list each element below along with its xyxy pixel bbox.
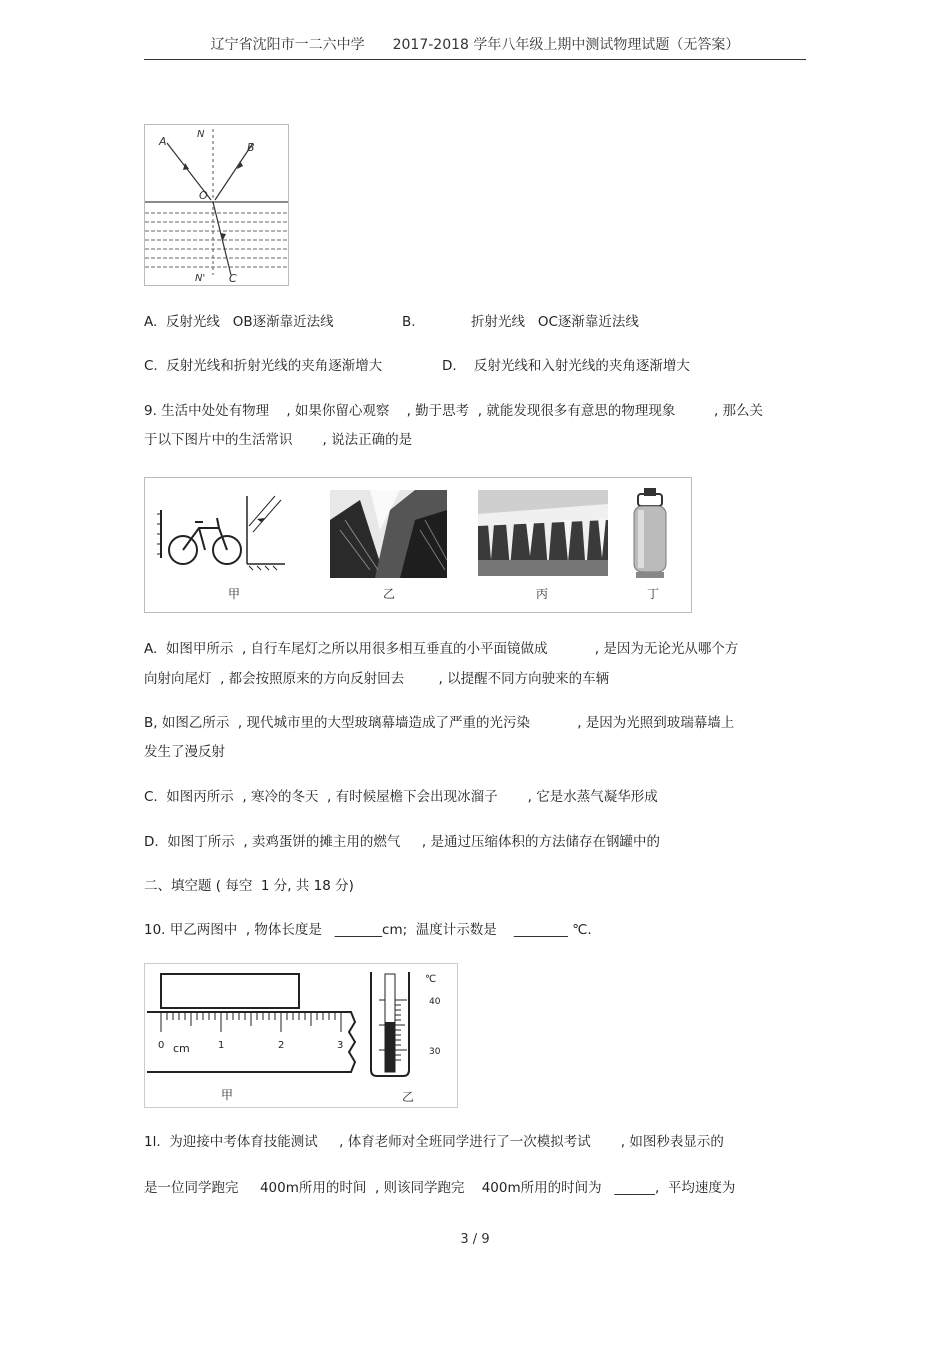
header-divider (144, 59, 806, 60)
caption-ding: 丁 (647, 587, 660, 601)
gas-cylinder-image (632, 488, 668, 578)
q8-option-b-text: 折射光线 OC逐渐靠近法线 (471, 314, 639, 330)
ruler-tick-2: 2 (278, 1040, 285, 1051)
q8-option-d: D. 反射光线和入射光线的夹角逐渐增大 (442, 358, 690, 374)
caption-bing: 丙 (536, 587, 549, 601)
icicles-image (478, 490, 608, 576)
q10-figure (144, 963, 458, 1108)
q11-line2: 是一位同学跑完 400m所用的时间 , 则该同学跑完 400m所用的时间为 ______, 平均速度为 (144, 1180, 736, 1196)
q8-option-a: A. 反射光线 OB逐渐靠近法线 (144, 314, 334, 330)
caption-yi: 乙 (383, 587, 396, 601)
ruler-tick-3: 3 (337, 1040, 344, 1051)
q9-option-a-line1: A. 如图甲所示 , 自行车尾灯之所以用很多相互垂直的小平面镜做成 , 是因为无论光从哪个方 (144, 641, 739, 657)
q9-figure (144, 477, 692, 613)
glass-building-image (330, 490, 447, 578)
q8-figure (144, 124, 289, 286)
q9-option-c: C. 如图丙所示 , 寒冷的冬天 , 有时候屋檐下会出现冰溜子 , 它是水蒸气凝华形成 (144, 789, 658, 805)
page-header: 辽宁省沈阳市一二六中学 2017-2018 学年八年级上期中测试物理试题（无答案） (210, 37, 740, 53)
label-a: A (159, 135, 167, 148)
q9-stem-line2: 于以下图片中的生活常识 , 说法正确的是 (144, 432, 413, 448)
caption-yi-q10: 乙 (402, 1090, 415, 1104)
label-o: O (199, 189, 208, 202)
q9-option-d: D. 如图丁所示 , 卖鸡蛋饼的摊主用的燃气 , 是通过压缩体积的方法储存在钢罐中的 (144, 834, 660, 850)
page-number: 3 / 9 (460, 1232, 490, 1247)
refraction-diagram (145, 125, 288, 285)
ruler (145, 972, 360, 1082)
q9-stem-line1: 9. 生活中处处有物理 , 如果你留心观察 , 勤于思考 , 就能发现很多有意思的物理现象 , 那么关 (144, 403, 764, 419)
q9-option-b-line1: B, 如图乙所示 , 现代城市里的大型玻璃幕墙造成了严重的光污染 , 是因为光照到玻瑞幕墙上 (144, 715, 735, 731)
thermo-tick-30: 30 (429, 1047, 441, 1057)
label-n: N (197, 129, 205, 140)
thermo-unit: ℃ (425, 974, 437, 985)
q8-option-b-letter: B. (402, 314, 416, 330)
caption-jia: 甲 (228, 587, 241, 601)
q10-stem: 10. 甲乙两图中 , 物体长度是 _______cm; 温度计示数是 ________ ℃. (144, 922, 592, 938)
q9-option-b-line2: 发生了漫反射 (144, 744, 225, 760)
ruler-tick-0: 0 (158, 1040, 165, 1051)
label-c: C (229, 272, 237, 285)
label-n-prime: N' (195, 273, 206, 284)
bicycle-image (157, 492, 287, 576)
q11-line1: 1l. 为迎接中考体育技能测试 , 体育老师对全班同学进行了一次模拟考试 , 如图秒表显示的 (144, 1134, 724, 1150)
q8-option-c: C. 反射光线和折射光线的夹角逐渐增大 (144, 358, 383, 374)
label-b: B (247, 141, 255, 154)
section-heading: 二、填空题 ( 每空 1 分, 共 18 分) (144, 878, 354, 894)
q9-option-a-line2: 向射向尾灯 , 都会按照原来的方向反射回去 , 以提醒不同方向驶来的车辆 (144, 671, 610, 687)
ruler-unit: cm (173, 1042, 190, 1055)
thermometer (367, 970, 447, 1078)
caption-jia-q10: 甲 (221, 1088, 234, 1102)
ruler-tick-1: 1 (218, 1040, 225, 1051)
thermo-tick-40: 40 (429, 997, 441, 1007)
